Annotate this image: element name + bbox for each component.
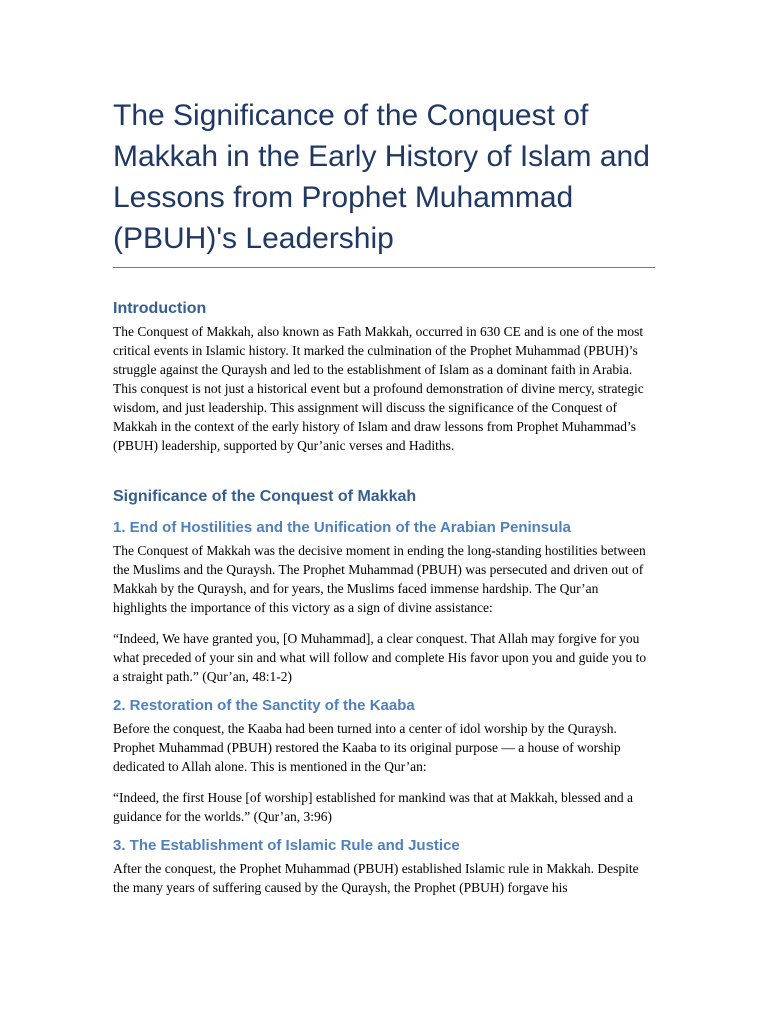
document-page xyxy=(113,95,655,897)
section-2-quote: “Indeed, the first House [of worship] established for mankind was that at Makkah, blessed and a guidance for the worlds.” (Qur’an, 3:96) xyxy=(113,790,633,824)
section-3-heading: 3. The Establishment of Islamic Rule and Justice xyxy=(113,837,460,854)
section-1-paragraph: The Conquest of Makkah was the decisive moment in ending the long-standing hostilities between the Muslims and the Quraysh. The Prophet Muhammad (PBUH) was persecuted and driven out of Makkah by the Quraysh, and for years, the Muslims faced immense hardship. The Qur’an highlights the importance of this victory as a sign of divine assistance: xyxy=(113,543,646,615)
section-3-paragraph: After the conquest, the Prophet Muhammad (PBUH) established Islamic rule in Makkah. Despite the many years of suffering caused by the Quraysh, the Prophet (PBUH) forgave his xyxy=(113,861,639,895)
significance-heading: Significance of the Conquest of Makkah xyxy=(113,488,417,505)
section-2-heading: 2. Restoration of the Sanctity of the Kaaba xyxy=(113,697,415,714)
introduction-heading: Introduction xyxy=(113,300,207,317)
document-title: The Significance of the Conquest of Makkah in the Early History of Islam and Lessons from Prophet Muhammad (PBUH)'s Leadership xyxy=(113,95,655,268)
introduction-paragraph: The Conquest of Makkah, also known as Fath Makkah, occurred in 630 CE and is one of the most critical events in Islamic history. It marked the culmination of the Prophet Muhammad (PBUH)’s struggle against the Quraysh and led to the establishment of Islam as a dominant faith in Arabia. This conquest is not just a historical event but a profound demonstration of divine mercy, strategic wisdom, and just leadership. This assignment will discuss the significance of the Conquest of Makkah in the context of the early history of Islam and draw lessons from Prophet Muhammad’s (PBUH) leadership, supported by Qur’anic verses and Hadiths. xyxy=(113,324,644,453)
section-1-heading: 1. End of Hostilities and the Unification of the Arabian Peninsula xyxy=(113,519,571,536)
section-1-quote: “Indeed, We have granted you, [O Muhammad], a clear conquest. That Allah may forgive for you what preceded of your sin and what will follow and complete His favor upon you and guide you to a straight path.” (Qur’an, 48:1-2) xyxy=(113,631,647,684)
section-2-paragraph: Before the conquest, the Kaaba had been turned into a center of idol worship by the Quraysh. Prophet Muhammad (PBUH) restored the Kaaba to its original purpose — a house of worship dedicated to Allah alone. This is mentioned in the Qur’an: xyxy=(113,721,621,774)
